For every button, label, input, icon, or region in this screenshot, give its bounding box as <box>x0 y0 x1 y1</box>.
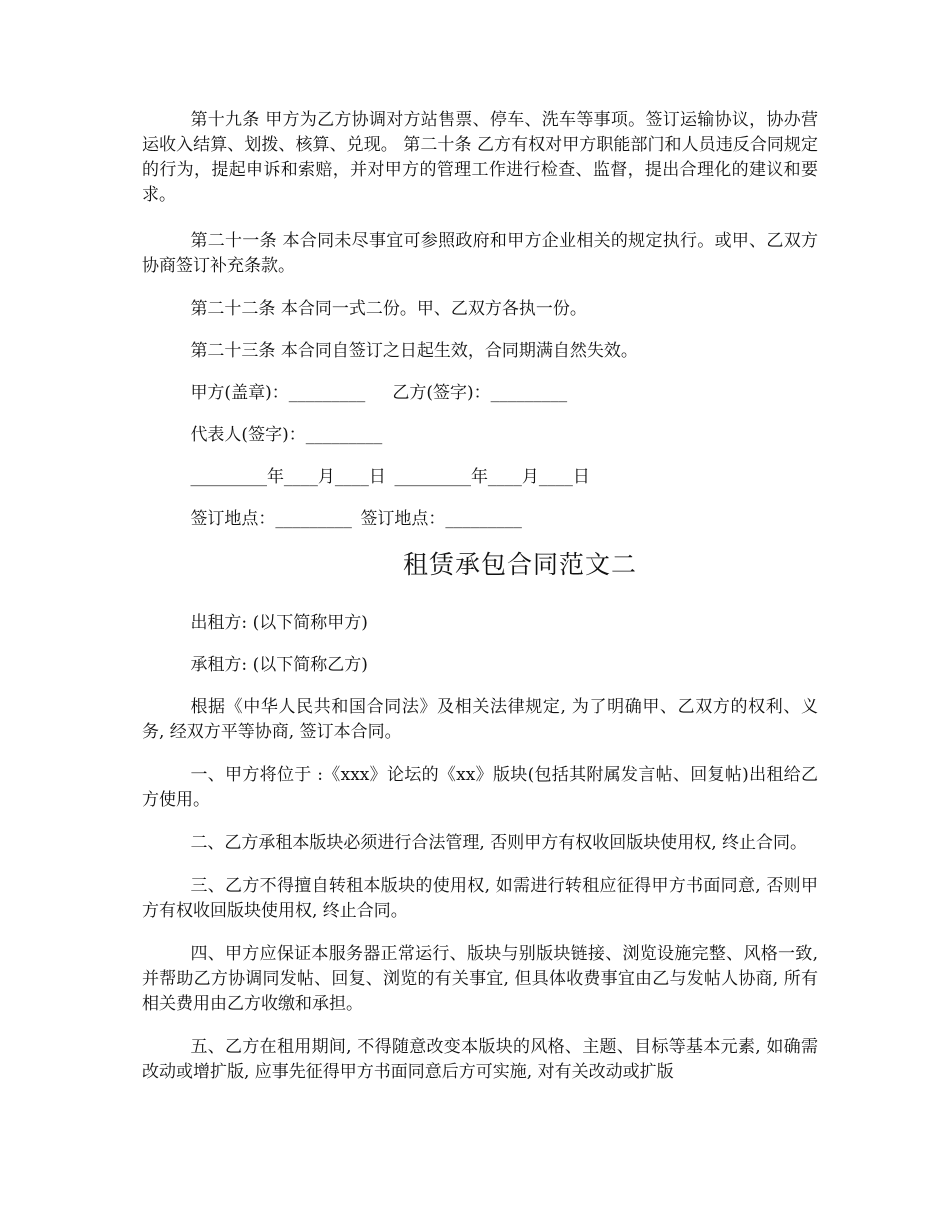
signing-place-field-a: 签订地点：_________ <box>190 509 352 529</box>
section-title: 租赁承包合同范文二 <box>402 550 637 579</box>
lessor-line: 出租方: (以下简称甲方) <box>190 613 368 633</box>
clause-21: 第二十一条 本合同未尽事宜可参照政府和甲方企业相关的规定执行。或甲、乙双方协商签订补充条款。 <box>142 231 818 276</box>
clause-22: 第二十二条 本合同一式二份。甲、乙双方各执一份。 <box>190 299 587 319</box>
representative-sign-field: 代表人(签字)：_________ <box>190 425 383 445</box>
date-field-a: _________年____月____日 <box>190 467 386 487</box>
clause-2: 二、乙方承租本版块必须进行合法管理, 否则甲方有权收回版块使用权, 终止合同。 <box>190 833 808 853</box>
clause-5: 五、乙方在租用期间, 不得随意改变本版块的风格、主题、目标等基本元素, 如确需改动或增扩版, 应事先征得甲方书面同意后方可实施, 对有关改动或扩版 <box>142 1037 818 1082</box>
signing-place-line <box>142 507 818 532</box>
clause-23: 第二十三条 本合同自签订之日起生效，合同期满自然失效。 <box>190 341 638 361</box>
date-field-b: _________年____月____日 <box>394 467 590 487</box>
representative-line <box>142 423 818 448</box>
clause-3: 三、乙方不得擅自转租本版块的使用权, 如需进行转租应征得甲方书面同意, 否则甲方有权收回版块使用权, 终止合同。 <box>142 876 818 921</box>
clause-19-20: 第十九条 甲方为乙方协调对方站售票、停车、洗车等事项。签订运输协议，协办营运收入结算、划拨、核算、兑现。 第二十条 乙方有权对甲方职能部门和人员违反合同规定的行为，提起申诉和索赔，并对甲方的管理工作进行检查、监督，提出合理化的建议和要求。 <box>142 110 818 205</box>
lessee-line: 承租方: (以下简称乙方) <box>190 655 368 675</box>
document-body <box>142 108 818 1103</box>
clause-1: 一、甲方将位于 :《xxx》论坛的《xx》版块(包括其附属发言帖、回复帖)出租给乙方使用。 <box>142 765 818 810</box>
signature-party-line <box>142 381 818 406</box>
party-a-seal-field: 甲方(盖章)：_________ <box>190 383 366 403</box>
party-b-sign-field: 乙方(签字)：_________ <box>392 383 568 403</box>
clause-4: 四、甲方应保证本服务器正常运行、版块与别版块链接、浏览设施完整、风格一致, 并帮助乙方协调同发帖、回复、浏览的有关事宜, 但具体收费事宜由乙与发帖人协商, 所有相关费用由乙方收缴和承担。 <box>142 944 818 1014</box>
date-line <box>142 465 818 490</box>
signing-place-field-b: 签订地点：_________ <box>360 509 522 529</box>
preamble-paragraph: 根据《中华人民共和国合同法》及相关法律规定, 为了明确甲、乙双方的权利、义务, 经双方平等协商, 签订本合同。 <box>142 697 818 742</box>
